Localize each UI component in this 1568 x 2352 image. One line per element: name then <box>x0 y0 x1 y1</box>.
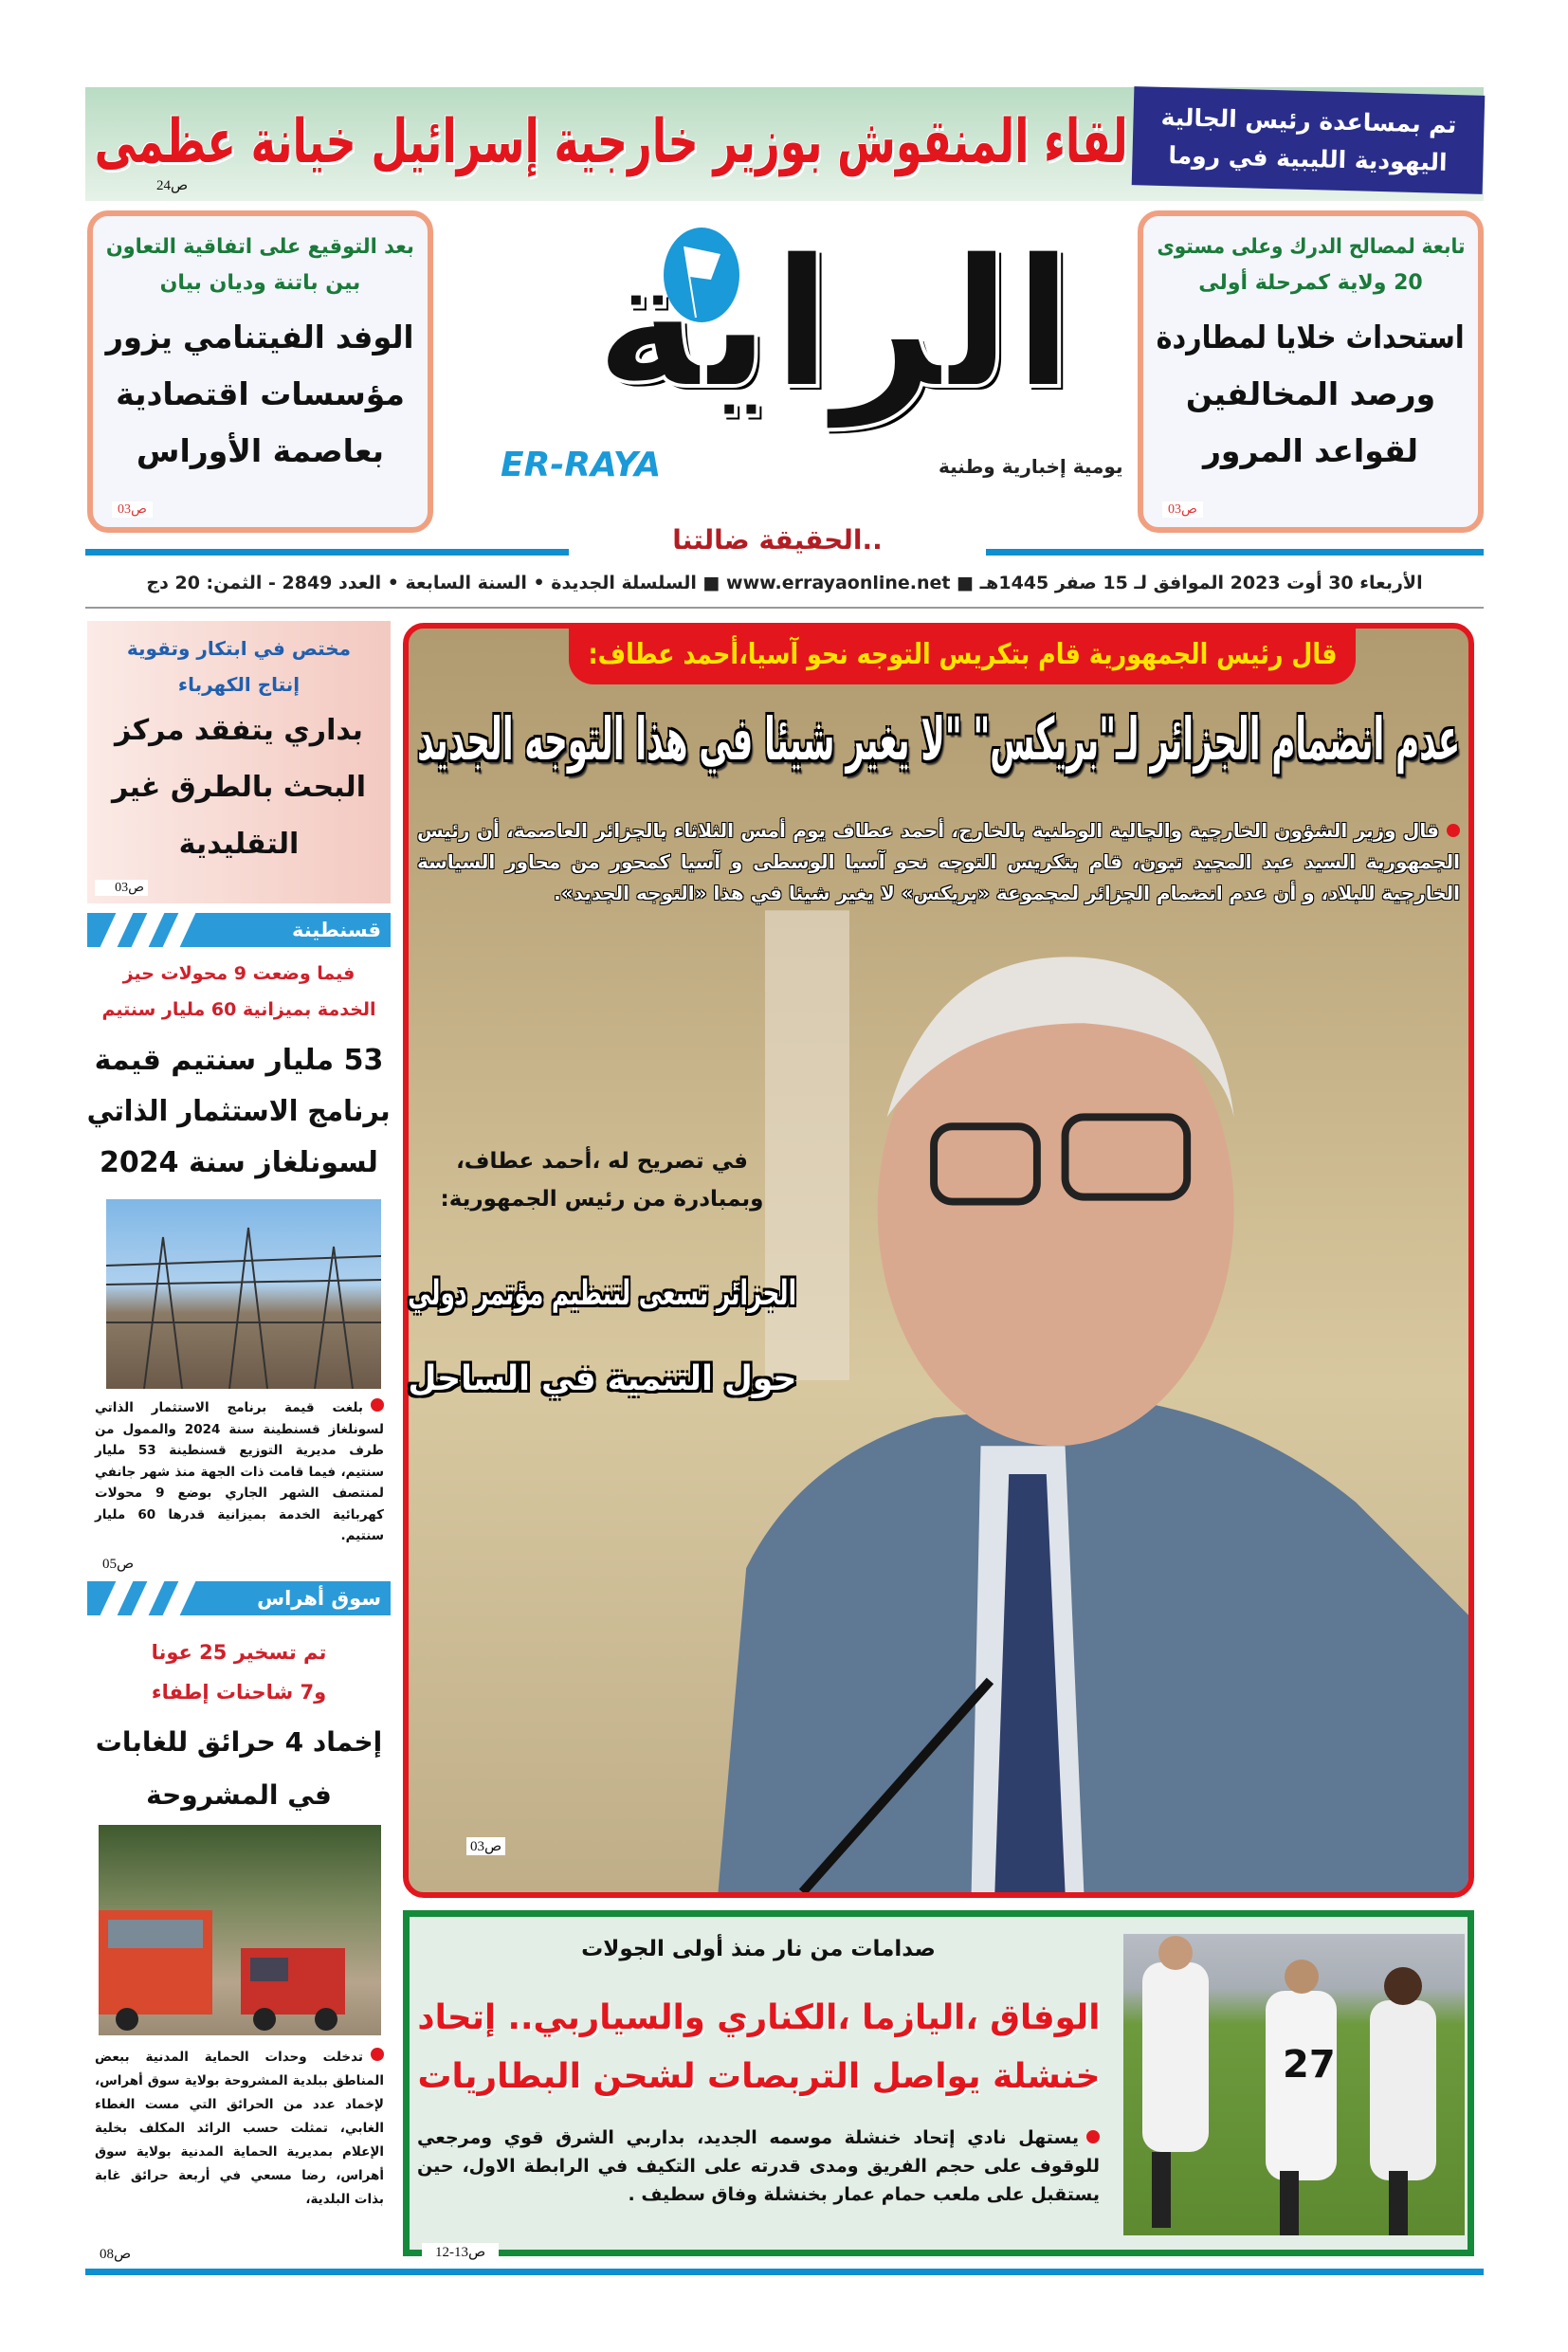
blue-box-line: اليهودية الليبية في روما <box>1168 141 1448 176</box>
main-page-ref: ص03 <box>466 1837 505 1855</box>
teaser-headline: استحداث خلايا لمطاردة <box>1157 319 1465 356</box>
stripe-decoration <box>162 1581 197 1615</box>
bullet-icon <box>1086 2130 1100 2143</box>
secondary-kicker-row <box>408 1142 796 1180</box>
headline-row <box>87 1716 391 1769</box>
power-station-photo <box>106 1199 381 1389</box>
teaser-headline-row <box>106 366 414 423</box>
kicker-row <box>87 1632 391 1672</box>
page-ref: ص08 <box>100 2247 132 2262</box>
kicker-row <box>87 1672 391 1712</box>
teaser-headline-row <box>1157 423 1465 480</box>
teaser-page-ref: ص03 <box>95 880 148 896</box>
sports-body <box>417 2124 1100 2209</box>
dateline-row <box>85 569 1484 597</box>
right-teaser-box[interactable] <box>1138 210 1484 533</box>
masthead-logo-row <box>569 210 1100 438</box>
banner-page-ref: ص24 <box>156 178 189 193</box>
headline-row <box>417 2048 1100 2106</box>
teaser-kicker-row <box>1157 229 1465 265</box>
headline-row <box>87 1035 391 1086</box>
sports-kicker-row <box>417 1932 1100 1966</box>
sports-page-ref: ص13-12 <box>422 2243 499 2261</box>
section-band-constantine <box>87 913 391 947</box>
teaser-kicker: بين باتنة وديان بيان <box>159 271 361 295</box>
teaser-headline: لقواعد المرور <box>1202 432 1419 469</box>
secondary-headline-row <box>408 1251 796 1337</box>
teaser-headline: الوفد الفيتنامي يزور <box>105 319 414 356</box>
banner-headline[interactable]: لقاء المنقوش بوزير خارجية إسرائيل خيانة عظمى <box>94 107 1128 177</box>
blue-box-line: تم بمساعدة رئيس الجالية <box>1160 102 1457 139</box>
secondary-kicker <box>408 1142 796 1218</box>
secondary-headline[interactable] <box>408 1251 796 1422</box>
football-players-photo <box>1123 1934 1465 2235</box>
souk-ahras-kicker <box>87 1632 391 1712</box>
masthead-tagline: يومية إخبارية وطنية <box>939 455 1123 478</box>
souk-ahras-headline[interactable] <box>87 1716 391 1822</box>
teaser-headline: البحث بالطرق غير <box>112 771 366 804</box>
banner-headline-line <box>95 95 1128 190</box>
main-kicker-row <box>569 628 1356 684</box>
stripe-decoration <box>131 913 166 947</box>
constantine-headline[interactable] <box>87 1035 391 1189</box>
secondary-kicker-line: في تصريح له ،أحمد عطاف، <box>456 1149 748 1174</box>
stripe-decoration <box>100 913 135 947</box>
slogan-row <box>569 523 986 557</box>
constantine-kicker <box>87 956 391 1028</box>
teaser-headline-row <box>1157 366 1465 423</box>
headline-line: لسونلغاز سنة 2024 <box>100 1146 378 1179</box>
souk-ahras-body <box>95 2046 384 2212</box>
bullet-icon <box>371 2048 384 2061</box>
stripe-decoration <box>100 1581 135 1615</box>
section-label: سوق أهراس <box>257 1587 381 1610</box>
bullet-icon <box>1447 824 1460 837</box>
page-ref: ص05 <box>102 1557 135 1572</box>
teaser-headline-row <box>97 759 381 816</box>
slogan-rule <box>986 549 1484 556</box>
pink-teaser-box[interactable] <box>87 621 391 903</box>
teaser-kicker-row <box>106 265 414 301</box>
kicker-line: و7 شاحنات إطفاء <box>151 1681 327 1704</box>
kicker-row <box>87 956 391 992</box>
jersey-number: 27 <box>1283 2043 1336 2087</box>
stripe-decoration <box>131 1581 166 1615</box>
teaser-headline-row <box>106 309 414 366</box>
divider <box>85 607 1484 609</box>
main-lede-text: قال وزير الشؤون الخارجية والجالية الوطنية بالخارج، أحمد عطاف يوم أمس الثلاثاء بالجزائر العاصمة، أن رئيس الجمهورية السيد عبد المجيد تبون، قام بتكريس التوجه نحو آسيا الوسطى و آسيا كمحور من محاور السياسة الخارجية للبلاد، و أن عدم انضمام الجزائر لمجموعة «بريكس» لا يغير شيئا في هذا «التوجه الجديد». <box>417 819 1460 904</box>
stripe-decoration <box>162 913 197 947</box>
teaser-kicker-row <box>97 630 381 666</box>
headline-row <box>87 1086 391 1138</box>
teaser-kicker: بعد التوقيع على اتفاقية التعاون <box>105 235 414 259</box>
banner-blue-box[interactable] <box>1132 86 1486 194</box>
teaser-headline: التقليدية <box>178 828 300 861</box>
teaser-kicker-row <box>97 666 381 702</box>
kicker-line: تم تسخير 25 عونا <box>151 1641 327 1664</box>
bullet-icon <box>371 1398 384 1412</box>
fire-trucks-photo <box>99 1825 381 2035</box>
masthead-logo-latin: ER-RAYA <box>501 446 662 484</box>
body-text: بلغت قيمة برنامج الاستثمار الذاتي لسونلغاز قسنطينة سنة 2024 والممول من طرف مديرية التوزيع قسنطينة 53 مليار سنتيم، فيما قامت ذات الجهة منذ شهر جانفي لمنتصف الشهر الجاري بوضع 9 محولات كهربائية الخدمة بميزانية قدرها 60 مليار سنتيم. <box>95 1400 385 1543</box>
teaser-headline: ورصد المخالفين <box>1185 375 1436 412</box>
secondary-headline-line: الجزائر تسعى لتنظيم مؤتمر دولي <box>408 1274 796 1313</box>
teaser-kicker: تابعة لمصالح الدرك وعلى مستوى <box>1157 235 1465 259</box>
teaser-headline-row <box>1157 309 1465 366</box>
teaser-kicker: مختص في ابتكار وتقوية <box>126 637 352 660</box>
teaser-headline-row <box>97 816 381 873</box>
headline-row <box>417 1989 1100 2048</box>
headline-line: الوفاق ،اليازما ،الكناري والسياربي.. إتحاد <box>417 1998 1100 2037</box>
headline-line: إخماد 4 حرائق للغابات <box>95 1726 383 1758</box>
headline-line: في المشروحة <box>146 1779 332 1811</box>
section-band-souk-ahras <box>87 1581 391 1615</box>
main-lede <box>417 815 1460 909</box>
main-kicker: قال رئيس الجمهورية قام بتكريس التوجه نحو آسيا،أحمد عطاف: <box>588 638 1337 671</box>
kicker-line: فيما وضعت 9 محولات حيز <box>122 963 356 984</box>
teaser-headline-row <box>106 423 414 480</box>
teaser-kicker: إنتاج الكهرباء <box>177 673 301 696</box>
headline-row <box>87 1138 391 1189</box>
teaser-kicker: 20 ولاية كمرحلة أولى <box>1198 271 1423 295</box>
headline-line: خنشلة يواصل التربصات لشحن البطاريات <box>416 2057 1100 2096</box>
section-label: قسنطينة <box>291 919 381 941</box>
secondary-kicker-line: وبمبادرة من رئيس الجمهورية: <box>440 1187 764 1212</box>
teaser-kicker-row <box>1157 265 1465 301</box>
teaser-headline: مؤسسات اقتصادية <box>116 375 405 412</box>
teaser-page-ref: ص03 <box>1162 501 1203 518</box>
secondary-headline-row <box>408 1337 796 1422</box>
teaser-headline-row <box>97 702 381 759</box>
bottom-rule <box>85 2269 1484 2275</box>
kicker-row <box>87 992 391 1028</box>
teaser-headline: بداري يتفقد مركز <box>115 714 363 747</box>
main-headline[interactable]: عدم انضمام الجزائر لـ"بريكس" "لا يغير شيئا في هذا التوجه الجديد <box>417 704 1460 774</box>
headline-line: 53 مليار سنتيم قيمة <box>94 1044 384 1077</box>
dateline: الأربعاء 30 أوت 2023 الموافق لـ 15 صفر 1445هـ ■ www.errayaonline.net ■ السلسلة الجديدة • السنة السابعة • العدد 2849 - الثمن: 20 دج <box>146 573 1423 593</box>
slogan-rule <box>85 549 569 556</box>
sports-headline[interactable] <box>417 1989 1100 2106</box>
slogan: ..الحقيقة ضالتنا <box>672 524 883 556</box>
teaser-kicker-row <box>106 229 414 265</box>
secondary-headline-line: حول التنمية في الساحل <box>408 1359 796 1398</box>
left-teaser-box[interactable] <box>87 210 433 533</box>
teaser-headline: بعاصمة الأوراس <box>136 432 385 469</box>
headline-row <box>87 1769 391 1822</box>
main-headline-row <box>417 702 1460 777</box>
blue-box-row <box>1141 136 1474 182</box>
masthead-logo[interactable]: الراية <box>593 219 1075 428</box>
kicker-line: الخدمة بميزانية 60 مليار سنتيم <box>101 999 376 1020</box>
constantine-body <box>95 1397 384 1547</box>
secondary-kicker-row <box>408 1180 796 1218</box>
teaser-page-ref: ص03 <box>112 501 153 518</box>
headline-line: برنامج الاستثمار الذاتي <box>87 1095 391 1128</box>
sports-kicker: صدامات من نار منذ أولى الجولات <box>581 1937 936 1961</box>
body-text: يستهل نادي إتحاد خنشلة موسمه الجديد، بداربي الشرق قوي ومرجعي للوقوف على حجم الفريق ومدى قدرته على التكيف في الرابطة الاول، حين يستقبل على ملعب حمام عمار بخنشلة وفاق سطيف . <box>417 2127 1100 2205</box>
body-text: تدخلت وحدات الحماية المدنية ببعض المناطق ببلدية المشروحة بولاية سوق أهراس، لإخماد عدد من الحرائق التي مست الغطاء الغابي، تمثلت حسب الرائد المكلف بخلية الإعلام بمديرية الحماية المدنية بولاية سوق أهراس، رضا مسعي في أربعة حرائق غابة بذات البلدية، <box>95 2050 384 2207</box>
